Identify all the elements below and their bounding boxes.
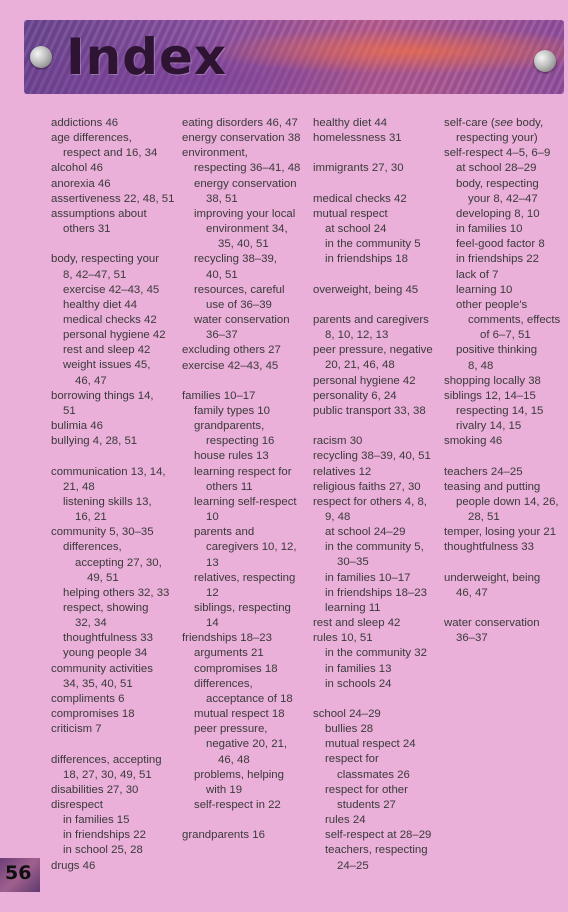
index-gap — [313, 268, 441, 283]
index-subentry: in families 10–17 — [325, 571, 411, 584]
index-subentry: parents and — [194, 526, 255, 539]
index-entry: relatives 12 — [313, 465, 372, 478]
index-column-2 — [182, 116, 310, 843]
index-subentry: 21, 48 — [63, 480, 95, 493]
index-subentry: 49, 51 — [87, 571, 119, 584]
index-gap — [313, 177, 441, 192]
index-subentry: 8, 10, 12, 13 — [325, 329, 389, 342]
index-subentry: mutual respect 24 — [325, 738, 416, 751]
index-subentry: teachers, respecting — [325, 844, 428, 857]
index-column-1 — [51, 116, 179, 874]
index-entry: racism 30 — [313, 435, 363, 448]
index-subentry: in friendships 18–23 — [325, 586, 427, 599]
index-subentry: in the community 5 — [325, 238, 421, 251]
index-entry: exercise 42–43, 45 — [182, 359, 279, 372]
index-entry: smoking 46 — [444, 435, 503, 448]
index-entry: shopping locally 38 — [444, 374, 541, 387]
index-subentry: energy conservation — [194, 177, 297, 190]
index-subentry: house rules 13 — [194, 450, 269, 463]
index-subentry: rules 24 — [325, 814, 366, 827]
index-subentry: differences, — [63, 541, 122, 554]
index-subentry: personal hygiene 42 — [63, 329, 166, 342]
index-subentry: problems, helping — [194, 768, 284, 781]
page-title: Index — [66, 28, 228, 86]
index-subentry: respect and 16, 34 — [63, 147, 158, 160]
index-subentry: 38, 51 — [206, 192, 238, 205]
title-banner — [24, 20, 564, 94]
index-subentry: 28, 51 — [468, 511, 500, 524]
index-entry: siblings 12, 14–15 — [444, 389, 536, 402]
index-subentry: water conservation — [194, 314, 290, 327]
index-entry: religious faiths 27, 30 — [313, 480, 421, 493]
index-subentry: 13 — [206, 556, 219, 569]
index-subentry: in school 25, 28 — [63, 844, 143, 857]
index-column-3 — [313, 116, 441, 874]
index-subentry: improving your local — [194, 207, 296, 220]
index-entry: mutual respect — [313, 207, 388, 220]
index-subentry: learning 11 — [325, 601, 381, 614]
index-entry: community activities — [51, 662, 153, 675]
index-entry: anorexia 46 — [51, 177, 111, 190]
index-entry: personality 6, 24 — [313, 389, 397, 402]
index-gap — [313, 298, 441, 313]
index-subentry: 14 — [206, 617, 219, 630]
index-entry: drugs 46 — [51, 859, 96, 872]
index-subentry: self-respect in 22 — [194, 799, 281, 812]
index-subentry: environment 34, — [206, 223, 288, 236]
index-entry: thoughtfulness 33 — [444, 541, 534, 554]
index-entry: peer pressure, negative — [313, 344, 433, 357]
index-gap — [313, 146, 441, 161]
index-subentry: negative 20, 21, — [206, 738, 288, 751]
index-entry: grandparents 16 — [182, 829, 265, 842]
index-subentry: 40, 51 — [206, 268, 238, 281]
index-subentry: 51 — [63, 404, 76, 417]
index-subentry: lack of 7 — [456, 268, 499, 281]
index-entry: energy conservation 38 — [182, 132, 301, 145]
index-subentry: at school 24 — [325, 223, 387, 236]
index-entry: excluding others 27 — [182, 344, 281, 357]
index-entry: healthy diet 44 — [313, 117, 388, 129]
index-subentry: grandparents, — [194, 420, 265, 433]
index-subentry: of 6–7, 51 — [480, 329, 531, 342]
index-subentry: classmates 26 — [337, 768, 410, 781]
index-subentry: young people 34 — [63, 647, 148, 660]
index-entry: rest and sleep 42 — [313, 617, 401, 630]
index-entry: temper, losing your 21 — [444, 526, 557, 539]
index-entry: parents and caregivers — [313, 313, 429, 326]
index-subentry: 8, 42–47, 51 — [63, 268, 127, 281]
index-subentry: thoughtfulness 33 — [63, 632, 153, 645]
index-entry: differences, accepting — [51, 753, 162, 766]
index-subentry: bullies 28 — [325, 723, 374, 736]
index-entry: homelessness 31 — [313, 132, 402, 145]
index-entry: addictions 46 — [51, 117, 119, 129]
index-column-4 — [444, 116, 562, 646]
index-subentry: in families 15 — [63, 814, 130, 827]
index-subentry: with 19 — [206, 783, 243, 796]
index-subentry: rest and sleep 42 — [63, 344, 151, 357]
index-gap — [182, 813, 310, 828]
index-subentry: helping others 32, 33 — [63, 586, 170, 599]
index-gap — [182, 374, 310, 389]
index-subentry: respect for — [325, 753, 379, 766]
index-entry: environment, — [182, 147, 248, 160]
index-entry: families 10–17 — [182, 389, 256, 402]
index-entry: compliments 6 — [51, 692, 125, 705]
index-subentry: students 27 — [337, 798, 396, 811]
index-gap — [51, 449, 179, 464]
index-subentry: respecting 36–41, 48 — [194, 162, 301, 175]
index-subentry: 18, 27, 30, 49, 51 — [63, 768, 152, 781]
index-entry: bullying 4, 28, 51 — [51, 435, 138, 448]
index-subentry: 30–35 — [337, 556, 369, 569]
index-entry: personal hygiene 42 — [313, 374, 416, 387]
index-entry: disabilities 27, 30 — [51, 783, 139, 796]
index-subentry: 36–37 — [206, 329, 238, 342]
index-entry: assumptions about — [51, 207, 147, 220]
index-entry: friendships 18–23 — [182, 632, 272, 645]
index-subentry: 20, 21, 46, 48 — [325, 359, 395, 372]
index-subentry: comments, effects — [468, 314, 561, 327]
index-entry: teasing and putting — [444, 480, 541, 493]
index-subentry: respecting 16 — [206, 435, 275, 448]
index-gap — [444, 601, 562, 616]
index-subentry: in friendships 18 — [325, 253, 408, 266]
index-entry: overweight, being 45 — [313, 283, 419, 296]
index-entry: teachers 24–25 — [444, 465, 523, 478]
index-gap — [444, 556, 562, 571]
index-subentry: 10 — [206, 511, 219, 524]
index-subentry: others 31 — [63, 223, 111, 236]
index-gap — [313, 419, 441, 434]
index-subentry: differences, — [194, 677, 253, 690]
index-subentry: caregivers 10, 12, — [206, 541, 297, 554]
index-subentry: acceptance of 18 — [206, 692, 293, 705]
index-entry: body, respecting your — [51, 253, 160, 266]
index-subentry: listening skills 13, — [63, 495, 152, 508]
index-entry: age differences, — [51, 132, 132, 145]
index-subentry: at school 28–29 — [456, 162, 537, 175]
index-subentry: family types 10 — [194, 404, 270, 417]
index-gap — [313, 692, 441, 707]
index-subentry: learning 10 — [456, 283, 513, 296]
see-reference: see — [494, 117, 514, 129]
index-subentry: 35, 40, 51 — [218, 238, 269, 251]
index-entry: medical checks 42 — [313, 192, 407, 205]
index-subentry: 46, 47 — [456, 586, 488, 599]
index-subentry: feel-good factor 8 — [456, 238, 545, 251]
index-subentry: peer pressure, — [194, 723, 268, 736]
index-entry: recycling 38–39, 40, 51 — [313, 450, 431, 463]
index-subentry: exercise 42–43, 45 — [63, 283, 160, 296]
index-entry: criticism 7 — [51, 723, 102, 736]
index-subentry: 24–25 — [337, 859, 369, 872]
index-subentry: resources, careful — [194, 283, 285, 296]
index-subentry: use of 36–39 — [206, 298, 272, 311]
index-subentry: 12 — [206, 586, 219, 599]
index-gap — [51, 237, 179, 252]
index-subentry: healthy diet 44 — [63, 298, 138, 311]
index-subentry: medical checks 42 — [63, 314, 157, 327]
index-entry: disrespect — [51, 798, 103, 811]
index-subentry: compromises 18 — [194, 662, 278, 675]
index-subentry: 34, 35, 40, 51 — [63, 677, 133, 690]
index-subentry: 32, 34 — [75, 617, 107, 630]
index-subentry: developing 8, 10 — [456, 207, 540, 220]
index-subentry: at school 24–29 — [325, 526, 406, 539]
index-entry: assertiveness 22, 48, 51 — [51, 192, 175, 205]
index-gap — [444, 449, 562, 464]
index-entry: self-care (see body, — [444, 117, 544, 129]
index-subentry: positive thinking — [456, 344, 538, 357]
index-subentry: respect, showing — [63, 601, 149, 614]
index-subentry: 36–37 — [456, 632, 488, 645]
index-subentry: siblings, respecting — [194, 601, 291, 614]
index-entry: immigrants 27, 30 — [313, 162, 404, 175]
index-subentry: other people's — [456, 298, 528, 311]
index-subentry: learning self-respect — [194, 495, 297, 508]
index-subentry: arguments 21 — [194, 647, 264, 660]
index-subentry: relatives, respecting — [194, 571, 296, 584]
index-entry: borrowing things 14, — [51, 389, 154, 402]
index-subentry: in the community 32 — [325, 647, 427, 660]
index-entry: school 24–29 — [313, 708, 381, 720]
index-subentry: 16, 21 — [75, 511, 107, 524]
index-gap — [51, 737, 179, 752]
index-entry: respect for others 4, 8, — [313, 495, 427, 508]
index-subentry: respect for other — [325, 783, 408, 796]
index-subentry: 46, 47 — [75, 374, 107, 387]
index-subentry: recycling 38–39, — [194, 253, 277, 266]
page-number-badge — [0, 858, 40, 892]
index-subentry: people down 14, 26, — [456, 495, 559, 508]
index-subentry: 46, 48 — [218, 753, 250, 766]
bolt-right-icon — [534, 50, 556, 72]
index-subentry: rivalry 14, 15 — [456, 420, 522, 433]
index-entry: communication 13, 14, — [51, 465, 166, 478]
index-subentry: respecting your) — [456, 132, 538, 145]
index-entry: public transport 33, 38 — [313, 404, 426, 417]
index-subentry: in families 13 — [325, 662, 392, 675]
index-entry: alcohol 46 — [51, 162, 103, 175]
index-subentry: in friendships 22 — [63, 829, 146, 842]
index-subentry: others 11 — [206, 480, 253, 493]
index-subentry: in the community 5, — [325, 541, 424, 554]
index-subentry: body, respecting — [456, 177, 539, 190]
index-entry: community 5, 30–35 — [51, 526, 154, 539]
index-entry: water conservation — [444, 617, 540, 630]
index-subentry: in schools 24 — [325, 677, 392, 690]
index-subentry: self-respect at 28–29 — [325, 829, 432, 842]
index-subentry: in friendships 22 — [456, 253, 539, 266]
index-subentry: in families 10 — [456, 223, 523, 236]
index-entry: rules 10, 51 — [313, 632, 373, 645]
index-subentry: accepting 27, 30, — [75, 556, 162, 569]
index-subentry: mutual respect 18 — [194, 708, 285, 721]
index-entry: bulimia 46 — [51, 420, 103, 433]
index-subentry: 8, 48 — [468, 359, 494, 372]
index-entry: underweight, being — [444, 571, 541, 584]
index-entry: eating disorders 46, 47 — [182, 117, 298, 129]
index-subentry: 9, 48 — [325, 510, 351, 523]
index-entry: self-respect 4–5, 6–9 — [444, 147, 551, 160]
bolt-left-icon — [30, 46, 52, 68]
index-subentry: respecting 14, 15 — [456, 404, 544, 417]
index-subentry: weight issues 45, — [63, 359, 151, 372]
page-number: 56 — [5, 862, 32, 884]
index-subentry: your 8, 42–47 — [468, 192, 538, 205]
index-entry: compromises 18 — [51, 708, 135, 721]
index-subentry: learning respect for — [194, 465, 292, 478]
